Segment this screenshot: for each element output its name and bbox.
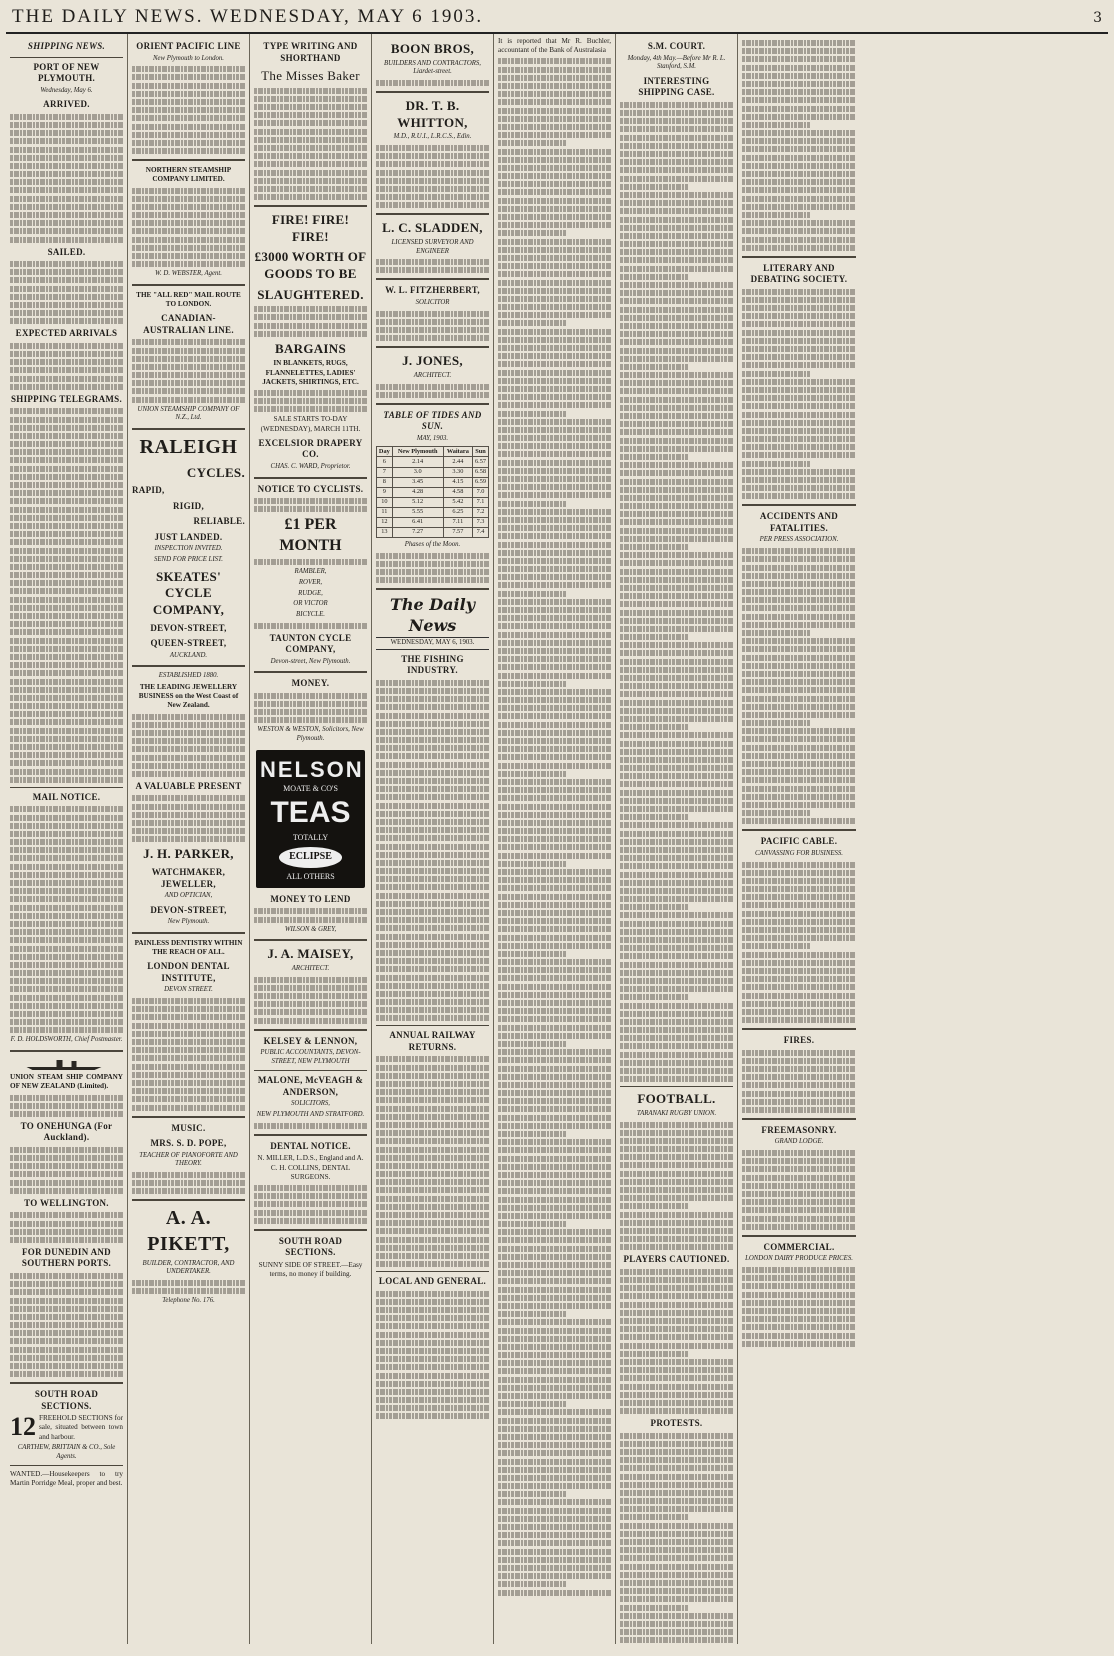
tide-cell: 4.58 — [443, 487, 472, 497]
football-heading: FOOTBALL. — [637, 1091, 716, 1107]
maisey-title: ARCHITECT. — [291, 964, 330, 972]
col5-intro: It is reported that Mr R. Buchler, accountant of the Bank of Australasia — [498, 37, 611, 55]
arrived-heading: ARRIVED. — [43, 99, 90, 110]
railway-heading: ANNUAL RAILWAY RETURNS. — [389, 1030, 476, 1052]
wellington-heading: TO WELLINGTON. — [24, 1197, 109, 1208]
expected-heading: EXPECTED ARRIVALS — [15, 328, 118, 339]
slaughtered: SLAUGHTERED. — [257, 286, 364, 302]
page-number: 3 — [1093, 10, 1102, 26]
tide-row — [377, 517, 489, 527]
orient-sub: New Plymouth to London. — [153, 54, 224, 62]
columns — [6, 34, 1108, 1644]
tide-cell: 10 — [377, 497, 393, 507]
fitzherbert: W. L. FITZHERBERT, — [385, 285, 480, 296]
onehunga-heading: TO ONEHUNGA (For Auckland). — [20, 1120, 113, 1143]
tide-row — [377, 507, 489, 517]
tide-cell: 11 — [377, 507, 393, 517]
tide-cell: 5.42 — [443, 497, 472, 507]
pikett-telephone: Telephone No. 176. — [162, 1297, 215, 1305]
commercial: COMMERCIAL. — [763, 1241, 835, 1252]
skeates-auckland: AUCKLAND. — [169, 651, 208, 659]
fires-heading: FIRES. — [783, 1035, 815, 1046]
rugby-union: TARANAKI RUGBY UNION. — [636, 1109, 717, 1117]
tide-header-cell: New Plymouth — [392, 447, 443, 457]
cycles-title: CYCLES. — [186, 464, 245, 480]
canvassing: CANVASSING FOR BUSINESS. — [754, 849, 844, 857]
dental-notice: DENTAL NOTICE. — [270, 1140, 351, 1151]
northern-agent: W. D. WEBSTER, Agent. — [154, 270, 223, 278]
dunedin-heading: FOR DUNEDIN AND SOUTHERN PORTS. — [21, 1246, 112, 1269]
paper-date: WEDNESDAY, MAY 6, 1903. — [376, 637, 489, 650]
pikett-name: A. A. PIKETT, — [147, 1207, 230, 1255]
tide-month: MAY, 1903. — [416, 434, 449, 442]
allred-heading: THE "ALL RED" MAIL ROUTE TO LONDON. — [136, 290, 241, 309]
tide-cell: 6.41 — [392, 517, 443, 527]
tide-row — [377, 487, 489, 497]
tide-cell: 6.59 — [473, 477, 489, 487]
nelson-all: ALL OTHERS — [286, 871, 335, 881]
dairy-prices: LONDON DAIRY PRODUCE PRICES. — [745, 1255, 853, 1263]
tide-cell: 7 — [377, 467, 393, 477]
skeates-queen: QUEEN-STREET, — [150, 638, 227, 649]
nelson-eclipse: ECLIPSE — [279, 847, 342, 868]
column-ads-1 — [128, 34, 250, 1644]
just-landed: JUST LANDED. — [154, 531, 223, 542]
tide-header-cell: Sun — [473, 447, 489, 457]
nelson-teas: TEAS — [270, 796, 351, 830]
miller-collins: N. MILLER, L.D.S., England and A. C. H. COLLINS, DENTAL SURGEONS. — [257, 1154, 364, 1181]
telegram-heading: SHIPPING TELEGRAMS. — [10, 393, 123, 404]
boon-bros: BOON BROS, — [390, 41, 475, 56]
malone-town: NEW PLYMOUTH AND STRATFORD. — [256, 1111, 365, 1119]
notice-cyclists: NOTICE TO CYCLISTS. — [257, 483, 364, 494]
column-ads-2 — [250, 34, 372, 1644]
freehold-text: FREEHOLD SECTIONS for sale, situated between town and harbour. — [39, 1414, 123, 1441]
maisey: J. A. MAISEY, — [267, 946, 354, 962]
steamship-icon — [10, 1057, 123, 1071]
money-lend: MONEY TO LEND — [270, 893, 351, 904]
nelson-brand: NELSON — [260, 756, 364, 782]
tide-cell: 7.27 — [392, 527, 443, 537]
established: ESTABLISHED 1880. — [158, 672, 219, 680]
column-shipping — [6, 34, 128, 1644]
sm-court: S.M. COURT. — [647, 41, 706, 51]
london-dental: LONDON DENTAL INSTITUTE, — [147, 961, 230, 983]
mail-heading: MAIL NOTICE. — [32, 791, 101, 802]
skeates-title: SKEATES' CYCLE COMPANY, — [152, 568, 225, 617]
tide-cell: 6.25 — [443, 507, 472, 517]
bicycle: BICYCLE. — [296, 610, 325, 618]
orient-heading: ORIENT PACIFIC LINE — [136, 41, 241, 51]
dental-street: DEVON STREET. — [164, 986, 213, 994]
tide-cell: 2.44 — [443, 457, 472, 467]
accidents-heading: ACCIDENTS AND FATALITIES. — [759, 511, 839, 533]
pope-name: MRS. S. D. POPE, — [150, 1138, 227, 1149]
jewellery-heading: THE LEADING JEWELLERY BUSINESS on the West Coast of New Zealand. — [138, 682, 239, 710]
price-list: SEND FOR PRICE LIST. — [154, 556, 223, 564]
excelsior: EXCELSIOR DRAPERY CO. — [258, 437, 363, 460]
boon-sub: BUILDERS AND CONTRACTORS, Liardet-street. — [384, 59, 481, 76]
tide-cell: 2.14 — [392, 457, 443, 467]
parker-optician: AND OPTICIAN, — [164, 892, 213, 900]
carthew-agents: CARTHEW, BRITTAIN & CO., Sole Agents. — [17, 1443, 116, 1460]
tide-header-cell: Day — [377, 447, 393, 457]
mail-signature: F. D. HOLDSWORTH, Chief Postmaster. — [10, 1036, 123, 1044]
money-heading: MONEY. — [291, 678, 330, 689]
masthead — [6, 6, 1108, 34]
sale-heading: £3000 WORTH OF GOODS TO BE — [254, 249, 367, 281]
column-editorial — [372, 34, 494, 1644]
tide-cell: 3.45 — [392, 477, 443, 487]
victor: OR VICTOR — [293, 600, 328, 608]
port-date: Wednesday, May 6. — [40, 86, 93, 94]
tide-cell: 3.30 — [443, 467, 472, 477]
column-news-3 — [738, 34, 860, 1644]
moon-phases: Phases of the Moon. — [404, 540, 461, 548]
jones-sub: ARCHITECT. — [413, 371, 452, 379]
tide-cell: 7.0 — [473, 487, 489, 497]
tide-cell: 9 — [377, 487, 393, 497]
masthead-title: THE DAILY NEWS. WEDNESDAY, MAY 6 1903. — [12, 6, 484, 27]
typewriting-heading: TYPE WRITING AND SHORTHAND — [263, 41, 358, 63]
skeates-devon: DEVON-STREET, — [150, 622, 227, 633]
grand-lodge: GRAND LODGE. — [774, 1138, 824, 1146]
protests: PROTESTS. — [650, 1418, 703, 1429]
tide-cell: 7.4 — [473, 527, 489, 537]
malone-solicitors: SOLICITORS, — [291, 1100, 330, 1108]
tide-cell: 4.15 — [443, 477, 472, 487]
shipping-heading: SHIPPING NEWS. — [27, 41, 106, 51]
tide-title: TABLE OF TIDES AND SUN. — [383, 409, 482, 432]
valuable-present: A VALUABLE PRESENT — [135, 780, 242, 791]
inspection-invited: INSPECTION INVITED. — [154, 545, 223, 553]
tide-cell: 5.12 — [392, 497, 443, 507]
music-heading: MUSIC. — [171, 1122, 206, 1133]
sladden-sub: LICENSED SURVEYOR AND ENGINEER — [391, 238, 474, 255]
port-heading: PORT OF NEW PLYMOUTH. — [33, 61, 100, 84]
tide-cell: 3.0 — [392, 467, 443, 477]
whitton: DR. T. B. WHITTON, — [397, 98, 468, 130]
tide-cell: 13 — [377, 527, 393, 537]
parker-street: DEVON-STREET, — [150, 904, 227, 915]
players-cautioned: PLAYERS CAUTIONED. — [623, 1254, 730, 1265]
malone: MALONE, McVEAGH & ANDERSON, — [257, 1075, 364, 1097]
tide-cell: 7.3 — [473, 517, 489, 527]
tide-row — [377, 527, 489, 537]
tide-cell: 7.11 — [443, 517, 472, 527]
tide-cell: 7.57 — [443, 527, 472, 537]
ward: CHAS. C. WARD, Proprietor. — [270, 462, 351, 470]
tide-row — [377, 457, 489, 467]
freemasonry: FREEMASONRY. — [761, 1124, 837, 1135]
taunton-sub: Devon-street, New Plymouth. — [270, 657, 351, 665]
column-news-1 — [494, 34, 616, 1644]
rudge: RUDGE, — [298, 589, 323, 597]
fishing-heading: THE FISHING INDUSTRY. — [401, 653, 464, 676]
fitzherbert-sub: SOLICITOR — [415, 298, 450, 306]
sale-starts: SALE STARTS TO-DAY (WEDNESDAY), MARCH 11TH. — [260, 415, 361, 433]
paper-title: The Daily News — [390, 595, 475, 635]
wanted-ad: WANTED.—Housekeepers to try Martin Porridge Meal, proper and best. — [10, 1470, 123, 1488]
sm-court-sub: Monday, 4th May.—Before Mr R. L. Stanford, S.M. — [627, 54, 726, 71]
rigid-word: RIGID, — [172, 500, 205, 511]
canadian-heading: CANADIAN-AUSTRALIAN LINE. — [143, 313, 234, 335]
pikett-sub: BUILDER, CONTRACTOR, AND UNDERTAKER. — [142, 1259, 235, 1276]
pacific-cable: PACIFIC CABLE. — [760, 836, 838, 847]
taunton: TAUNTON CYCLE COMPANY, — [269, 632, 352, 655]
tide-row — [377, 477, 489, 487]
per-month: £1 PER MONTH — [279, 516, 342, 554]
press-association: PER PRESS ASSOCIATION. — [759, 536, 839, 544]
misses-baker: The Misses Baker — [261, 68, 360, 84]
parker-town: New Plymouth. — [167, 918, 210, 926]
parker-trade: WATCHMAKER, JEWELLER, — [151, 867, 226, 889]
whitton-sub: M.D., R.U.I., L.R.C.S., Edin. — [393, 133, 472, 141]
column-news-2 — [616, 34, 738, 1644]
tide-header-cell: Waitara — [443, 447, 472, 457]
rambler: RAMBLER, — [294, 568, 327, 576]
reliable-word: RELIABLE. — [193, 516, 245, 527]
raleigh-title: RALEIGH — [139, 436, 238, 459]
dentistry-heading: PAINLESS DENTISTRY WITHIN THE REACH OF ALL. — [134, 938, 243, 957]
local-general: LOCAL AND GENERAL. — [378, 1276, 487, 1287]
literary-heading: LITERARY AND DEBATING SOCIETY. — [750, 262, 848, 285]
fire-heading: FIRE! FIRE! FIRE! — [271, 212, 350, 244]
kelsey-sub: PUBLIC ACCOUNTANTS, DEVON-STREET, NEW PLYMOUTH — [260, 1049, 361, 1065]
sunny-side: SUNNY SIDE OF STREET.—Easy terms, no money if building. — [258, 1260, 363, 1278]
twelve-numeral: 12 — [10, 1412, 36, 1442]
parker-name: J. H. PARKER, — [143, 846, 234, 862]
uss-heading: UNION STEAM SHIP COMPANY OF NEW ZEALAND (Limited). — [10, 1073, 123, 1091]
rover: ROVER, — [298, 578, 323, 586]
tide-row — [377, 497, 489, 507]
tide-cell: 6.57 — [473, 457, 489, 467]
wilson-grey: WILSON & GREY, — [284, 925, 337, 933]
tide-cell: 6.58 — [473, 467, 489, 477]
tide-row — [377, 467, 489, 477]
nelson-co: MOATE & CO'S — [283, 784, 338, 793]
south-road-heading: SOUTH ROAD SECTIONS. — [34, 1389, 99, 1411]
tide-cell: 7.2 — [473, 507, 489, 517]
tide-cell: 8 — [377, 477, 393, 487]
tide-cell: 5.55 — [392, 507, 443, 517]
jones: J. JONES, — [402, 353, 463, 369]
rapid-word: RAPID, — [132, 485, 165, 496]
tide-cell: 12 — [377, 517, 393, 527]
shipping-case: INTERESTING SHIPPING CASE. — [638, 75, 715, 98]
weston: WESTON & WESTON, Solicitors, New Plymouth. — [257, 726, 364, 743]
sladden: L. C. SLADDEN, — [382, 220, 483, 236]
kelsey: KELSEY & LENNON, — [263, 1035, 358, 1046]
tide-cell: 6 — [377, 457, 393, 467]
blankets: IN BLANKETS, RUGS, FLANNELETTES, LADIES' JACKETS, SHIRTINGS, ETC. — [262, 359, 359, 386]
tide-cell: 7.1 — [473, 497, 489, 507]
sailed-heading: SAILED. — [47, 246, 86, 257]
nelson-teas-ad — [256, 750, 365, 888]
pope-sub: TEACHER OF PIANOFORTE AND THEORY. — [139, 1151, 238, 1168]
tide-table — [376, 446, 489, 537]
nelson-totally: TOTALLY — [292, 832, 329, 842]
tide-cell: 4.28 — [392, 487, 443, 497]
union-agent: UNION STEAMSHIP COMPANY OF N.Z., Ltd. — [137, 405, 240, 422]
bargains: BARGAINS — [274, 340, 347, 356]
northern-heading: NORTHERN STEAMSHIP COMPANY LIMITED. — [145, 166, 232, 184]
south-road-2: SOUTH ROAD SECTIONS. — [278, 1235, 343, 1258]
